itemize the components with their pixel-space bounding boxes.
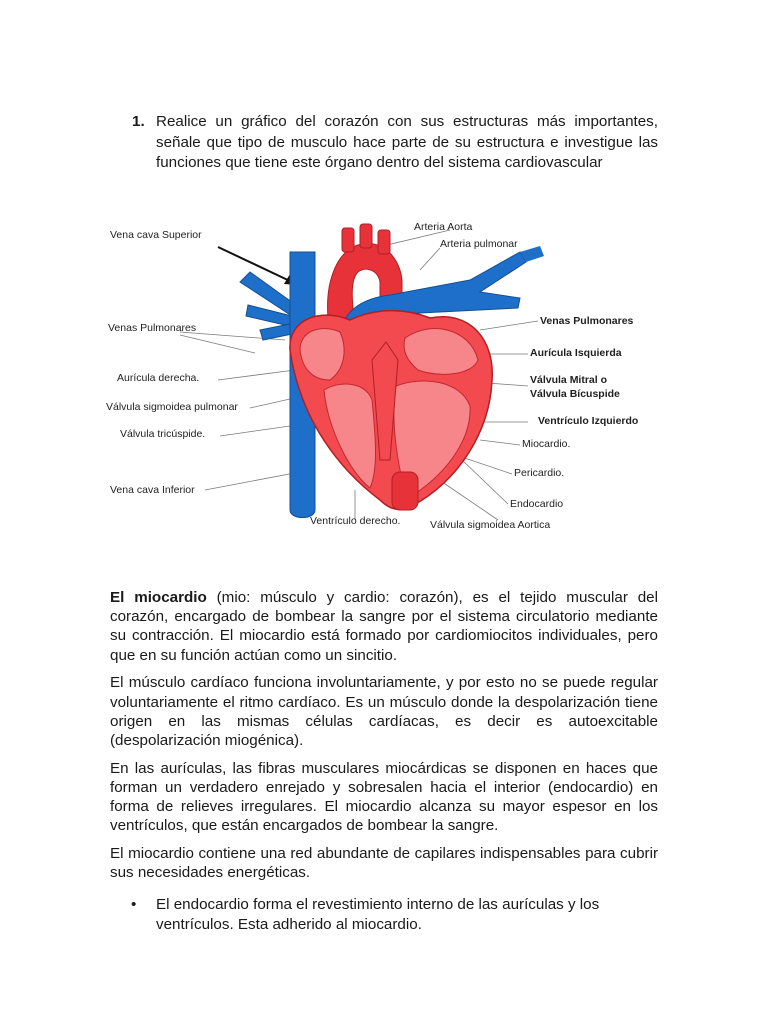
paragraph-miocardio bbox=[110, 588, 658, 665]
bullet-item bbox=[131, 895, 658, 933]
body-text bbox=[110, 588, 658, 934]
label-valvula-sigmoidea-aortica: Válvula sigmoidea Aortica bbox=[430, 519, 551, 531]
bullet-text: El endocardio forma el revestimiento interno de las aurículas y los ventrículos. Esta adherido al miocardio. bbox=[156, 896, 600, 933]
heart-diagram bbox=[100, 210, 660, 550]
label-vena-cava-superior: Vena cava Superior bbox=[110, 229, 202, 241]
label-venas-pulmonares-left: Venas Pulmonares bbox=[108, 322, 197, 334]
label-arteria-pulmonar: Arteria pulmonar bbox=[440, 238, 518, 250]
label-valvula-tricuspide: Válvula tricúspide. bbox=[120, 428, 206, 440]
label-arteria-aorta: Arteria Aorta bbox=[414, 221, 473, 233]
label-valvula-mitral-2: Válvula Bícuspide bbox=[530, 388, 620, 400]
label-valvula-mitral-1: Válvula Mitral o bbox=[530, 374, 608, 386]
paragraph-2: El músculo cardíaco funciona involuntariamente, y por esto no se puede regular voluntariamente el ritmo cardíaco. Es un músculo donde la despolarización tiene origen en las mismas células cardíacas, es decir es autoexcitable (despolarización miogénica). bbox=[110, 674, 658, 749]
label-ventriculo-derecho: Ventrículo derecho. bbox=[310, 515, 401, 527]
paragraph-3: En las aurículas, las fibras musculares miocárdicas se disponen en haces que forman un verdadero enrejado y sobresalen hacia el interior (endocardio) en forma de relieves irregulares. El miocardio alcanza su mayor espesor en los ventrículos, que están encargados de bombear la sangre. bbox=[110, 759, 658, 835]
term-miocardio: El miocardio bbox=[110, 589, 207, 606]
paragraph-1-text: (mio: músculo y cardio: corazón), es el tejido muscular del corazón, encargado de bombear la sangre por el sistema circulatorio mediante su contracción. El miocardio está formado por cardiomiocitos individuales, pero que en su función actúan como un sincitio. bbox=[110, 589, 659, 664]
label-auricula-izquierda: Aurícula Isquierda bbox=[530, 347, 622, 359]
label-miocardio: Miocardio. bbox=[522, 438, 571, 450]
label-vena-cava-inferior: Vena cava Inferior bbox=[110, 484, 195, 496]
paragraph-4: El miocardio contiene una red abundante de capilares indispensables para cubrir sus necesidades energéticas. bbox=[110, 844, 658, 882]
label-pericardio: Pericardio. bbox=[514, 467, 565, 479]
question-block bbox=[132, 112, 658, 174]
label-endocardio: Endocardio bbox=[510, 498, 564, 510]
label-venas-pulmonares-right: Venas Pulmonares bbox=[540, 315, 634, 327]
bullet-marker: • bbox=[131, 896, 137, 914]
label-ventriculo-izquierdo: Ventrículo Izquierdo bbox=[538, 415, 639, 427]
question-number: 1. bbox=[132, 113, 145, 130]
label-valvula-sigmoidea-pulmonar: Válvula sigmoidea pulmonar bbox=[106, 401, 238, 413]
label-auricula-derecha: Aurícula derecha. bbox=[117, 372, 200, 384]
question-text: Realice un gráfico del corazón con sus estructuras más importantes, señale que tipo de musculo hace parte de su estructura e investigue las funciones que tiene este órgano dentro del sistema cardiovascular bbox=[156, 113, 658, 171]
